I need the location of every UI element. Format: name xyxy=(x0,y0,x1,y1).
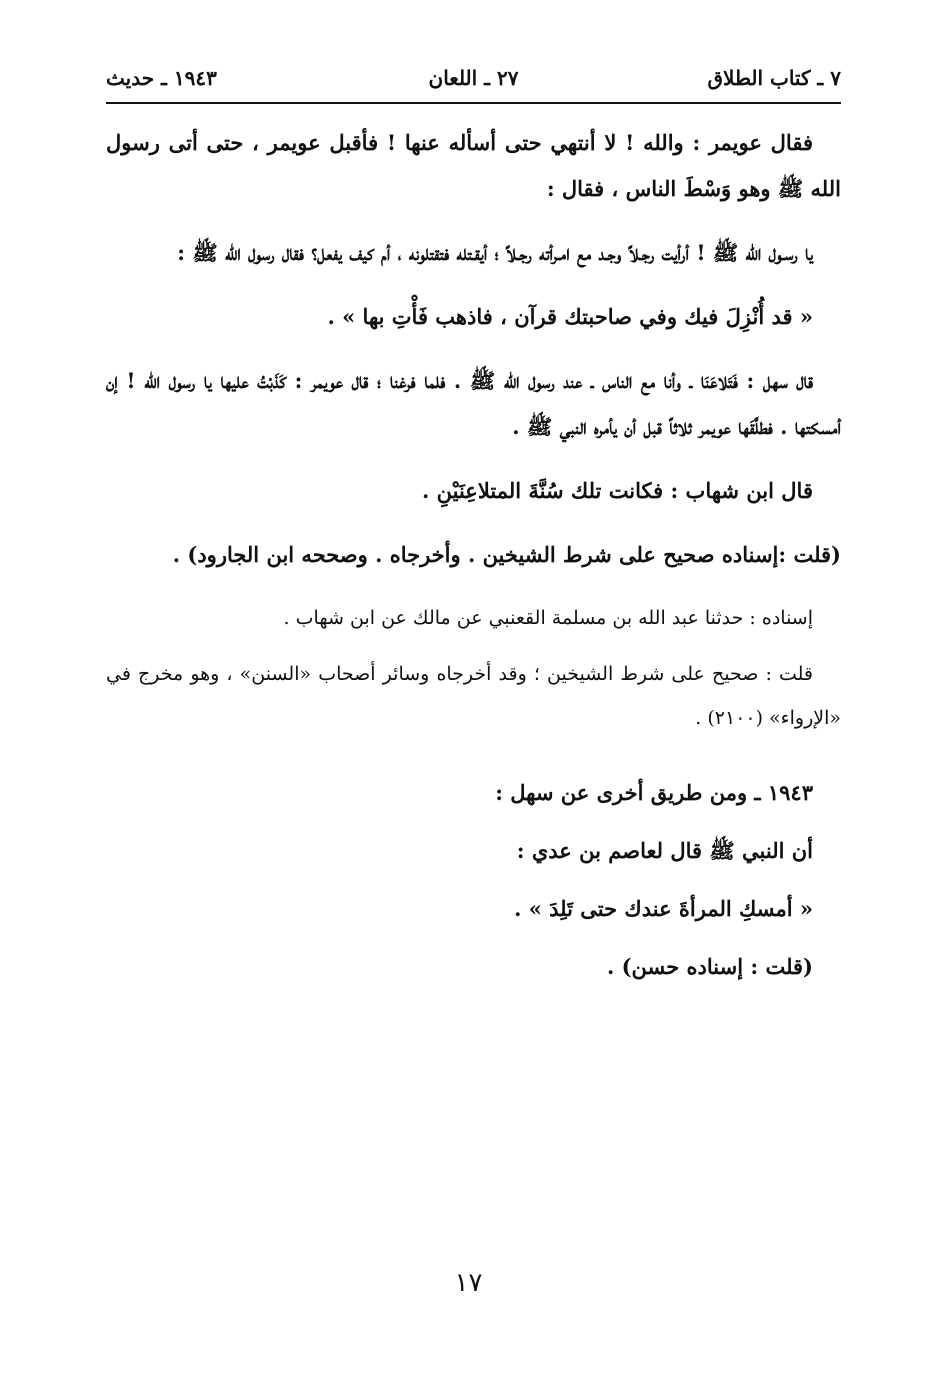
paragraph-4: قال سهل : فَتَلاعَنَا ـ وأنا مع الناس ـ عند رسول الله ﷺ . فلما فرغنا ؛ قال عويمر : كَذَبْتُ عليها يا رسول الله ! إن أمسكتها . فطلَّقَها عويمر ثلاثاً قبل أن يأمره النبي ﷺ . xyxy=(106,368,841,439)
header-chapter: ٧ ـ كتاب الطلاق xyxy=(707,66,841,90)
paragraph-7: إسناده : حدثنا عبد الله بن مسلمة القعنبي عن مالك عن ابن شهاب . xyxy=(283,607,813,629)
page-body xyxy=(106,120,841,990)
paragraph-12: (قلت : إسناده حسن) . xyxy=(606,954,813,979)
header-section: ٢٧ ـ اللعان xyxy=(428,66,519,90)
paragraph-10: أن النبي ﷺ قال لعاصم بن عدي : xyxy=(516,838,813,863)
header-hadith-number: ١٩٤٣ ـ حديث xyxy=(106,66,217,90)
page-number: ١٧ xyxy=(454,1268,483,1298)
paragraph-1: فقال عويمر : والله ! لا أنتهي حتى أسأله عنها ! فأقبل عويمر ، حتى أتى رسول الله ﷺ وهو وَسْطَ الناس ، فقال : xyxy=(106,130,841,201)
paragraph-5: قال ابن شهاب : فكانت تلك سُنَّةَ المتلاعِنَيْنِ . xyxy=(422,478,813,503)
paragraph-8: قلت : صحيح على شرط الشيخين ؛ وقد أخرجاه وسائر أصحاب «السنن» ، وهو مخرج في «الإرواء» (٢١٠٠) . xyxy=(106,663,841,729)
hadith-heading: ١٩٤٣ ـ ومن طريق أخرى عن سهل : xyxy=(495,780,813,805)
paragraph-2: يا رسـول الله ﷺ ! أرأيت رجـلاً وجـد مع امـرأته رجـلاً ؛ أيقـتله فتقتلونه ، أم كيف يفعل؟ فقال رسول الله ﷺ : xyxy=(177,240,813,265)
paragraph-6: (قلت :إسناده صحيح على شرط الشيخين . وأخرجاه . وصححه ابن الجارود) . xyxy=(172,542,841,567)
running-header xyxy=(106,62,841,104)
paragraph-3: « قد أُنْزِلَ فيك وفي صاحبتك قرآن ، فاذهب فَأْتِ بها » . xyxy=(327,304,813,329)
paragraph-11: « أمسكِ المرأةَ عندك حتى تَلِدَ » . xyxy=(514,896,813,921)
